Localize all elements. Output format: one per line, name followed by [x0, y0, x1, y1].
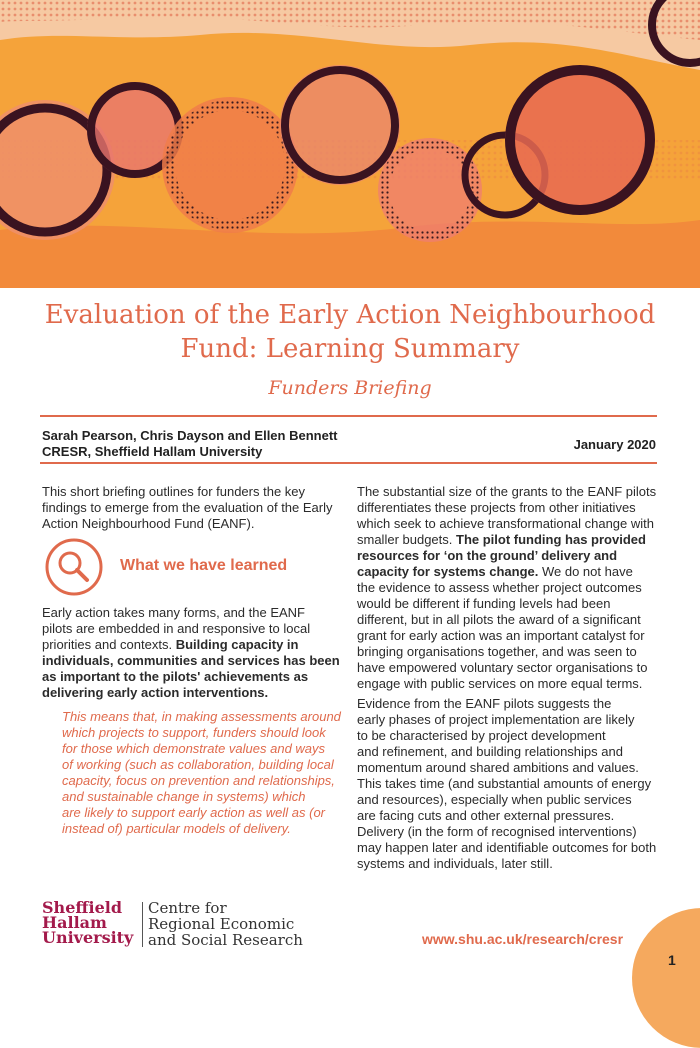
- author-names: Sarah Pearson, Chris Dayson and Ellen Bennett: [42, 428, 338, 443]
- document-title-line-2: Fund: Learning Summary: [180, 334, 520, 364]
- learning-paragraph: Early action takes many forms, and the EANF pilots are embedded in and responsive to local priorities and contexts. Building capacity in individuals, communities and services has been as important to the pilots' achievements as delivering early action interventions.: [42, 605, 340, 700]
- shu-cresr-logo: [42, 898, 303, 949]
- cover-banner-illustration: [0, 0, 700, 288]
- page-corner-decoration: [632, 908, 700, 1048]
- author-block: [42, 428, 337, 460]
- grant-size-paragraph: The substantial size of the grants to the EANF pilots differentiates these projects from other initiatives which seek to achieve transformational change with smaller budgets. The pilot funding has provided resources for ‘on the ground’ delivery and capacity for systems change. We do not have the evidence to assess whether project outcomes would be different if funding levels had been different, but in all pilots the award of a significant grant for early action was an important catalyst for bringing organisations together, and was seen to have empowered voluntary sector organisations to engage with public services on more equal terms.: [357, 484, 657, 691]
- author-affiliation: CRESR, Sheffield Hallam University: [42, 444, 263, 459]
- document-subtitle: Funders Briefing: [268, 377, 432, 399]
- implementation-paragraph: Evidence from the EANF pilots suggests the early phases of project implementation are likely to be characterised by project development and refinement, and building relationships and momentum around shared ambitions and values. This takes time (and substantial amounts of energy and resources), especially when public services are facing cuts and other external pressures. Delivery (in the form of recognised interventions) may happen later and identifiable outcomes for both systems and individuals, later still.: [357, 696, 657, 871]
- intro-paragraph: This short briefing outlines for funders the key findings to emerge from the evaluation of the Early Action Neighbourhood Fund (EANF).: [42, 484, 333, 531]
- magnifier-icon: [44, 537, 104, 597]
- author-divider: [40, 462, 657, 464]
- title-divider: [40, 415, 657, 417]
- funder-guidance-quote: This means that, in making assessments around which projects to support, funders should look for those which demonstrate values and ways of working (such as collaboration, building local capacity, focus on prevention and relationships, and sustainable change in systems) which are likely to support early action as well as (or instead of) particular models of delivery.: [62, 709, 341, 836]
- page-number: 1: [668, 952, 676, 968]
- logo-divider: [142, 902, 143, 947]
- cresr-website-link[interactable]: www.shu.ac.uk/research/cresr: [422, 931, 624, 947]
- publication-date: January 2020: [573, 437, 656, 452]
- section-heading-what-we-learned: What we have learned: [120, 557, 288, 574]
- document-title-line-1: Evaluation of the Early Action Neighbourhood: [44, 300, 656, 330]
- sheffield-hallam-wordmark: Sheffield Hallam University: [42, 898, 134, 947]
- cresr-wordmark: Centre for Regional Economic and Social Research: [148, 899, 303, 949]
